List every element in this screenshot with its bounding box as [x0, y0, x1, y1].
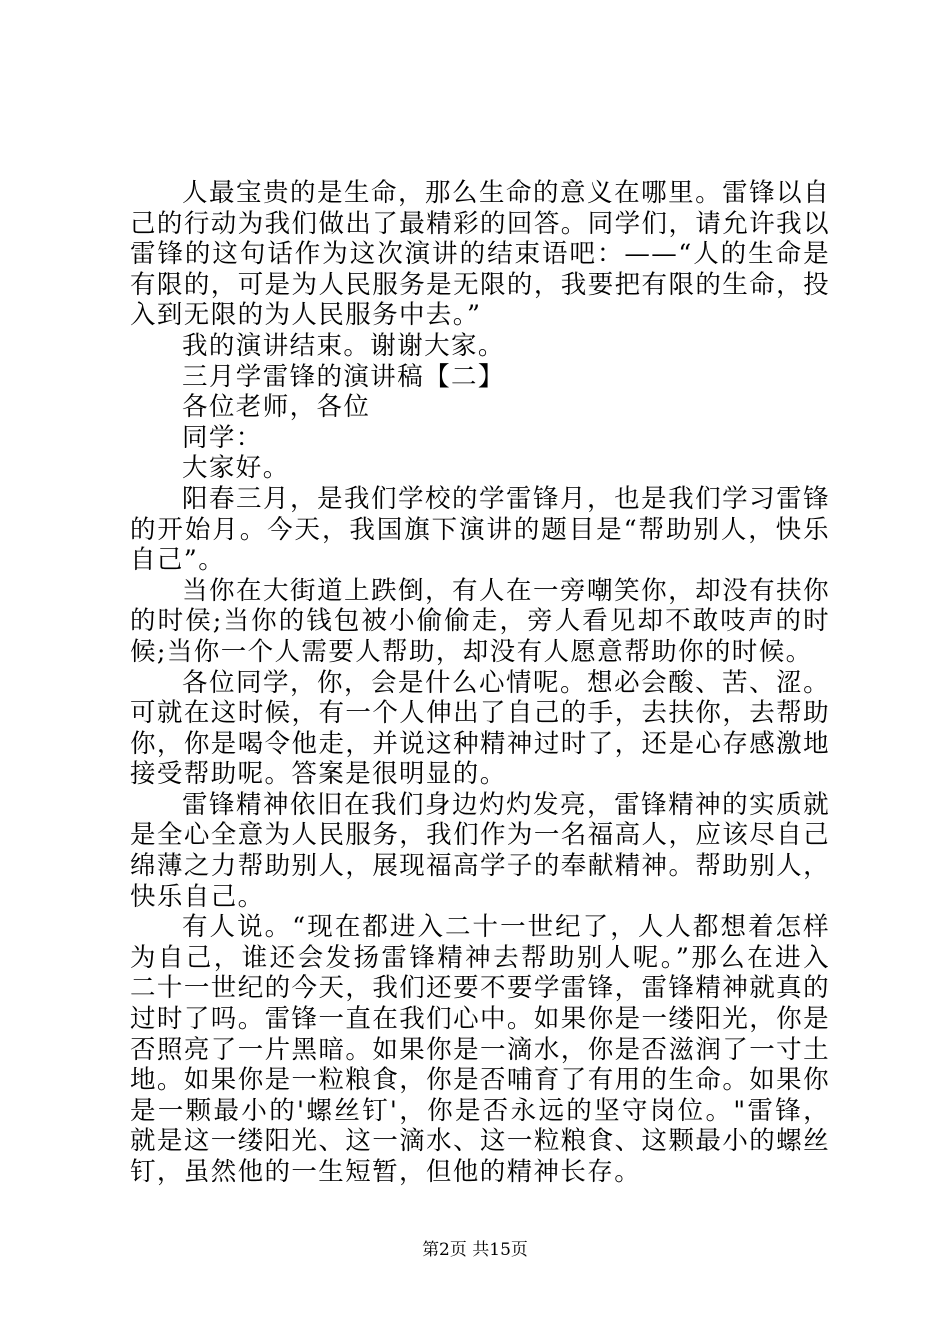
paragraph-intro: 阳春三月，是我们学校的学雷锋月，也是我们学习雷锋的开始月。今天，我国旗下演讲的题目是“帮助别人，快乐自己”。	[130, 483, 830, 576]
paragraph-conclusion: 人最宝贵的是生命，那么生命的意义在哪里。雷锋以自己的行动为我们做出了最精彩的回答。同学们，请允许我以雷锋的这句话作为这次演讲的结束语吧：——“人的生命是有限的，可是为人民服务是无限的，我要把有限的生命，投入到无限的为人民服务中去。”	[130, 178, 830, 331]
document-body	[130, 178, 830, 1188]
salutation-line-1: 各位老师，各位	[182, 392, 371, 423]
paragraph-closing: 我的演讲结束。谢谢大家。	[182, 330, 505, 361]
paragraph-scenario: 当你在大街道上跌倒，有人在一旁嘲笑你，却没有扶你的时侯;当你的钱包被小偷偷走，旁人看见却不敢吱声的时候;当你一个人需要人帮助，却没有人愿意帮助你的时候。	[130, 575, 830, 667]
greeting: 大家好。	[182, 453, 290, 484]
paragraph-spirit: 雷锋精神依旧在我们身边灼灼发亮，雷锋精神的实质就是全心全意为人民服务，我们作为一名福高人，应该尽自己绵薄之力帮助别人，展现福高学子的奉献精神。帮助别人，快乐自己。	[130, 789, 830, 912]
section-heading: 三月学雷锋的演讲稿【二】	[182, 361, 505, 392]
page-number-footer: 第2页 共15页	[422, 1240, 528, 1260]
paragraph-question: 各位同学，你，会是什么心情呢。想必会酸、苦、涩。可就在这时候，有一个人伸出了自己的手，去扶你，去帮助你，你是喝令他走，并说这种精神过时了，还是心存感激地接受帮助呢。答案是很明显的。	[130, 667, 830, 790]
paragraph-reflection: 有人说。“现在都进入二十一世纪了，人人都想着怎样为自己，谁还会发扬雷锋精神去帮助别人呢。”那么在进入二十一世纪的今天，我们还要不要学雷锋，雷锋精神就真的过时了吗。雷锋一直在我们心中。如果你是一缕阳光，你是否照亮了一片黑暗。如果你是一滴水，你是否滋润了一寸土地。如果你是一粒粮食，你是否哺育了有用的生命。如果你是一颗最小的'螺丝钉'，你是否永远的坚守岗位。"雷锋，就是这一缕阳光、这一滴水、这一粒粮食、这颗最小的螺丝钉，虽然他的一生短暂，但他的精神长存。	[130, 912, 830, 1187]
salutation-line-2: 同学：	[182, 422, 263, 453]
